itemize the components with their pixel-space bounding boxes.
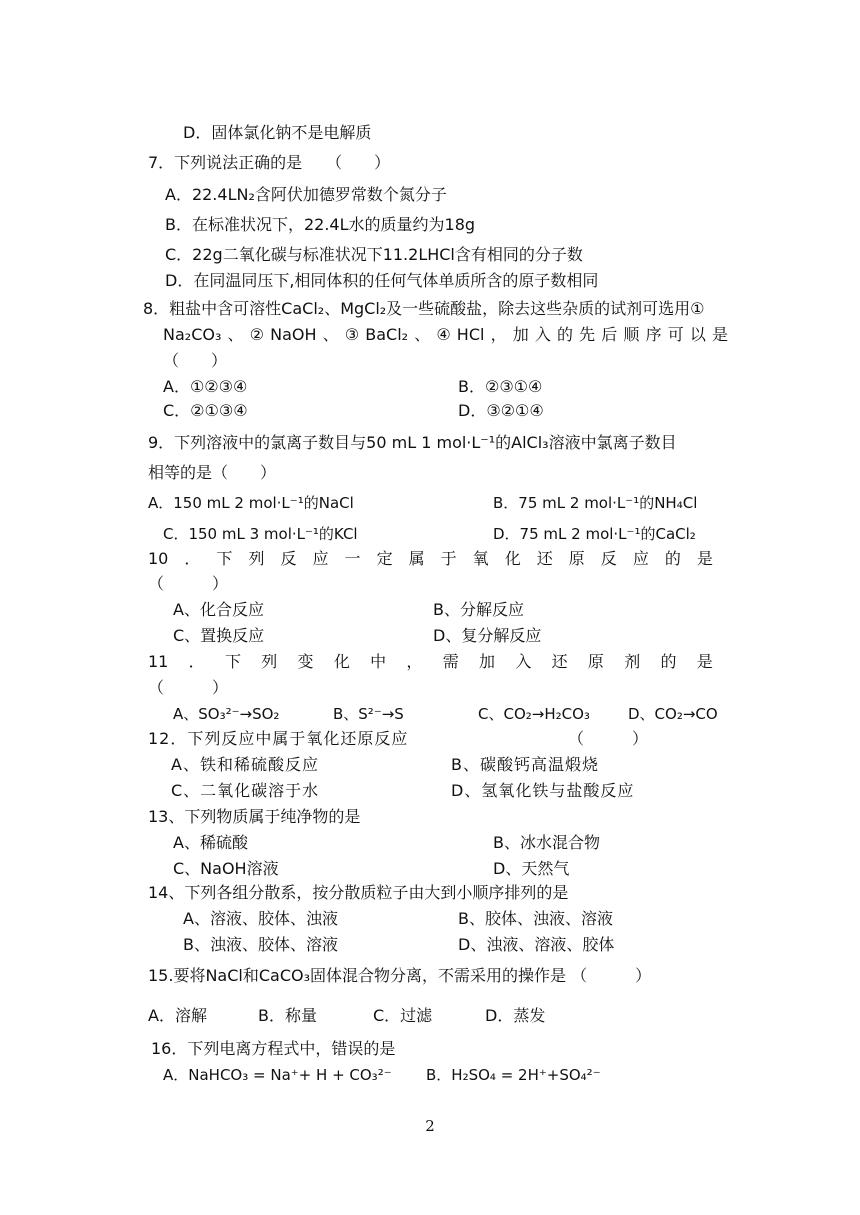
q12-option-b: B、碳酸钙高温煅烧 <box>451 755 599 774</box>
q8-stem-token: ④ <box>436 325 451 344</box>
q7-option-c: C．22g二氧化碳与标准状况下11.2LHCl含有相同的分子数 <box>165 245 583 264</box>
q10-option-b: B、分解反应 <box>433 600 524 619</box>
q8-stem-token: 先 <box>579 325 596 344</box>
q7-stem: 7．下列说法正确的是 （ ） <box>148 153 391 172</box>
q11-stem-token: 变 <box>297 652 314 671</box>
q12-option-c: C、二氧化碳溶于水 <box>171 781 320 800</box>
q11-stem-token: 化 <box>333 652 350 671</box>
q10-stem-token: 于 <box>440 549 457 568</box>
q11-stem-token: 原 <box>587 652 604 671</box>
q10-stem-token: 下 <box>216 549 233 568</box>
q10-stem-token: 列 <box>248 549 265 568</box>
q8-stem-token: ② <box>249 325 264 344</box>
q11-stem-token: 的 <box>660 652 677 671</box>
q8-stem-line1: 8．粗盐中含可溶性CaCl₂、MgCl₂及一些硫酸盐，除去这些杂质的试剂可选用① <box>143 299 705 318</box>
q7-option-d: D．在同温同压下,相同体积的任何气体单质所含的原子数相同 <box>165 271 599 290</box>
q11-stem-token: 入 <box>515 652 532 671</box>
q8-stem-token: 序 <box>645 325 662 344</box>
q14-option-d: D、浊液、溶液、胶体 <box>458 935 615 954</box>
page-number: 2 <box>425 1117 435 1135</box>
q12-stem: 12．下列反应中属于氧化还原反应 <box>148 729 409 748</box>
q15-option-d: D．蒸发 <box>485 1006 546 1025</box>
q9-option-b: B．75 mL 2 mol·L⁻¹的NH₄Cl <box>493 494 698 512</box>
q13-option-b: B、冰水混合物 <box>493 833 600 852</box>
q10-option-c: C、置换反应 <box>173 626 265 645</box>
q8-stem-token: 顺 <box>623 325 640 344</box>
q6-option-d: D．固体氯化钠不是电解质 <box>183 123 372 142</box>
q15-stem: 15.要将NaCl和CaCO₃固体混合物分离，不需采用的操作是 （ ） <box>148 966 652 985</box>
q12-bracket: （ ） <box>568 729 649 748</box>
q10-stem-token: 应 <box>312 549 329 568</box>
q9-option-a: A．150 mL 2 mol·L⁻¹的NaCl <box>148 494 354 512</box>
q9-stem-line2: 相等的是（ ） <box>148 463 277 482</box>
q8-option-b: B．②③①④ <box>458 377 543 396</box>
q10-stem-token: 的 <box>664 549 681 568</box>
q8-option-c: C．②①③④ <box>163 401 248 420</box>
q11-stem-token: ， <box>406 652 423 671</box>
q10-stem-token: 化 <box>504 549 521 568</box>
q8-stem-token: 可 <box>667 325 684 344</box>
q10-stem-token: 10 <box>148 549 169 568</box>
q13-option-a: A、稀硫酸 <box>173 833 248 852</box>
q11-stem-token: 还 <box>551 652 568 671</box>
q11-stem-token: 剂 <box>624 652 641 671</box>
q15-option-a: A．溶解 <box>148 1006 207 1025</box>
q8-stem-token: 、 <box>227 325 244 344</box>
q14-option-a: A、溶液、胶体、浊液 <box>183 909 338 928</box>
q11-stem-token: ． <box>188 652 205 671</box>
q8-option-d: D．③②①④ <box>458 401 544 420</box>
q10-stem-token: 反 <box>600 549 617 568</box>
q11-stem-token: 加 <box>479 652 496 671</box>
q8-stem-token: 的 <box>557 325 574 344</box>
q9-stem-line1: 9．下列溶液中的氯离子数目与50 mL 1 mol·L⁻¹的AlCl₃溶液中氯离子数目 <box>148 433 677 452</box>
q11-stem-token: 下 <box>224 652 241 671</box>
q15-option-c: C．过滤 <box>373 1006 433 1025</box>
q11-stem-token: 需 <box>442 652 459 671</box>
q16-stem: 16．下列电离方程式中，错误的是 <box>151 1039 396 1058</box>
q10-option-a: A、化合反应 <box>173 600 264 619</box>
q10-bracket: （ ） <box>148 574 229 593</box>
q8-option-a: A．①②③④ <box>163 377 248 396</box>
q8-stem-token: NaOH <box>270 325 317 344</box>
q13-option-c: C、NaOH溶液 <box>173 859 279 878</box>
q11-stem-token: 列 <box>261 652 278 671</box>
q10-option-d: D、复分解反应 <box>433 626 542 645</box>
q10-stem-token: 还 <box>536 549 553 568</box>
q16-option-a: A．NaHCO₃ = Na⁺+ H + CO₃²⁻ <box>163 1066 392 1084</box>
q11-option-a: A、SO₃²⁻→SO₂ <box>173 705 280 723</box>
q9-option-d: D．75 mL 2 mol·L⁻¹的CaCl₂ <box>493 525 696 543</box>
q8-stem-token: 、 <box>322 325 339 344</box>
q11-stem <box>148 652 713 672</box>
q13-stem: 13、下列物质属于纯净物的是 <box>148 807 361 826</box>
q8-stem-token: 后 <box>601 325 618 344</box>
q12-option-d: D、氢氧化铁与盐酸反应 <box>451 781 635 800</box>
q8-stem-token: 加 <box>512 325 529 344</box>
q11-stem-token: 11 <box>148 652 169 671</box>
q10-stem-token: 应 <box>632 549 649 568</box>
q10-stem <box>148 549 713 569</box>
q16-option-b: B．H₂SO₄ = 2H⁺+SO₄²⁻ <box>426 1066 601 1084</box>
q12-option-a: A、铁和稀硫酸反应 <box>171 755 319 774</box>
q9-option-c: C．150 mL 3 mol·L⁻¹的KCl <box>163 525 358 543</box>
q7-option-b: B．在标准状况下，22.4L水的质量约为18g <box>165 215 476 234</box>
q11-bracket: （ ） <box>148 678 229 697</box>
q14-stem: 14、下列各组分散系，按分散质粒子由大到小顺序排列的是 <box>148 883 569 902</box>
q8-stem-token: 入 <box>534 325 551 344</box>
q11-option-d: D、CO₂→CO <box>628 705 718 723</box>
q8-bracket: （ ） <box>163 351 228 370</box>
q13-option-d: D、天然气 <box>493 859 570 878</box>
q8-stem-token: ③ <box>344 325 360 344</box>
q11-option-c: C、CO₂→H₂CO₃ <box>478 705 590 723</box>
q14-option-b: B、胶体、浊液、溶液 <box>458 909 613 928</box>
q14-option-c: B、浊液、胶体、溶液 <box>183 935 338 954</box>
q10-stem-token: 是 <box>696 549 713 568</box>
q15-option-b: B．称量 <box>258 1006 317 1025</box>
q10-stem-token: 属 <box>408 549 425 568</box>
q8-stem-token: 、 <box>414 325 431 344</box>
q8-stem-line2 <box>163 325 728 345</box>
q8-stem-token: Na₂CO₃ <box>163 325 222 344</box>
q10-stem-token: 原 <box>568 549 585 568</box>
q10-stem-token: 一 <box>344 549 361 568</box>
q11-stem-token: 是 <box>696 652 713 671</box>
q11-option-b: B、S²⁻→S <box>333 705 404 723</box>
q8-stem-token: ， <box>490 325 507 344</box>
q8-stem-token: 以 <box>689 325 706 344</box>
q10-stem-token: ． <box>184 549 201 568</box>
q8-stem-token: 是 <box>711 325 728 344</box>
q10-stem-token: 反 <box>280 549 297 568</box>
q8-stem-token: HCl <box>456 325 485 344</box>
q10-stem-token: 定 <box>376 549 393 568</box>
q8-stem-token: BaCl₂ <box>365 325 409 344</box>
q10-stem-token: 氧 <box>472 549 489 568</box>
q11-stem-token: 中 <box>370 652 387 671</box>
q7-option-a: A．22.4LN₂含阿伏加德罗常数个氮分子 <box>165 185 447 204</box>
